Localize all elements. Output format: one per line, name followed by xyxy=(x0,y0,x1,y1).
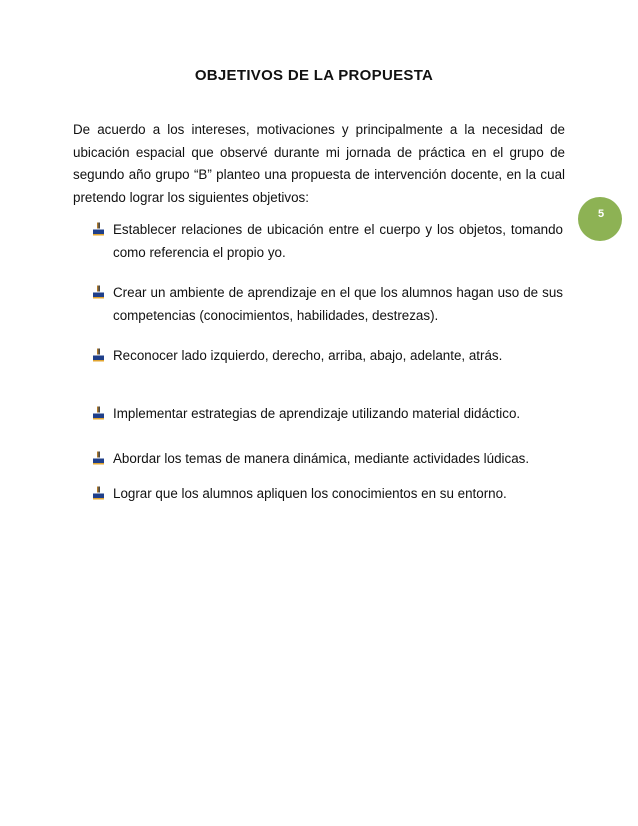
objective-text: Lograr que los alumnos apliquen los conocimientos en su entorno. xyxy=(113,486,507,501)
objective-item xyxy=(92,219,572,264)
arrow-bullet-icon xyxy=(92,406,106,420)
objective-text: Establecer relaciones de ubicación entre el cuerpo y los objetos, tomando como referencia el propio yo. xyxy=(113,222,563,260)
objective-item xyxy=(92,448,572,471)
arrow-bullet-icon xyxy=(92,451,106,465)
arrow-bullet-icon xyxy=(92,348,106,362)
objective-text: Crear un ambiente de aprendizaje en el que los alumnos hagan uso de sus competencias (conocimientos, habilidades, destrezas). xyxy=(113,285,563,323)
objective-text: Implementar estrategias de aprendizaje utilizando material didáctico. xyxy=(113,406,521,421)
objective-item xyxy=(92,282,572,327)
objective-item xyxy=(92,483,572,506)
arrow-bullet-icon xyxy=(92,222,106,236)
intro-paragraph: De acuerdo a los intereses, motivaciones y principalmente a la necesidad de ubicación espacial que observé durante mi jornada de práctica en el grupo de segundo año grupo “B” planteo una propuesta de intervención docente, en la cual pretendo lograr los siguientes objetivos: xyxy=(73,122,565,205)
objective-text: Abordar los temas de manera dinámica, mediante actividades lúdicas. xyxy=(113,451,530,466)
arrow-bullet-icon xyxy=(92,486,106,500)
page-title: OBJETIVOS DE LA PROPUESTA xyxy=(194,67,434,84)
objective-item xyxy=(92,345,572,368)
page-number-badge xyxy=(578,197,622,241)
arrow-bullet-icon xyxy=(92,285,106,299)
page-number: 5 xyxy=(597,208,605,220)
objective-item xyxy=(92,403,572,426)
objective-text: Reconocer lado izquierdo, derecho, arriba, abajo, adelante, atrás. xyxy=(113,348,503,363)
